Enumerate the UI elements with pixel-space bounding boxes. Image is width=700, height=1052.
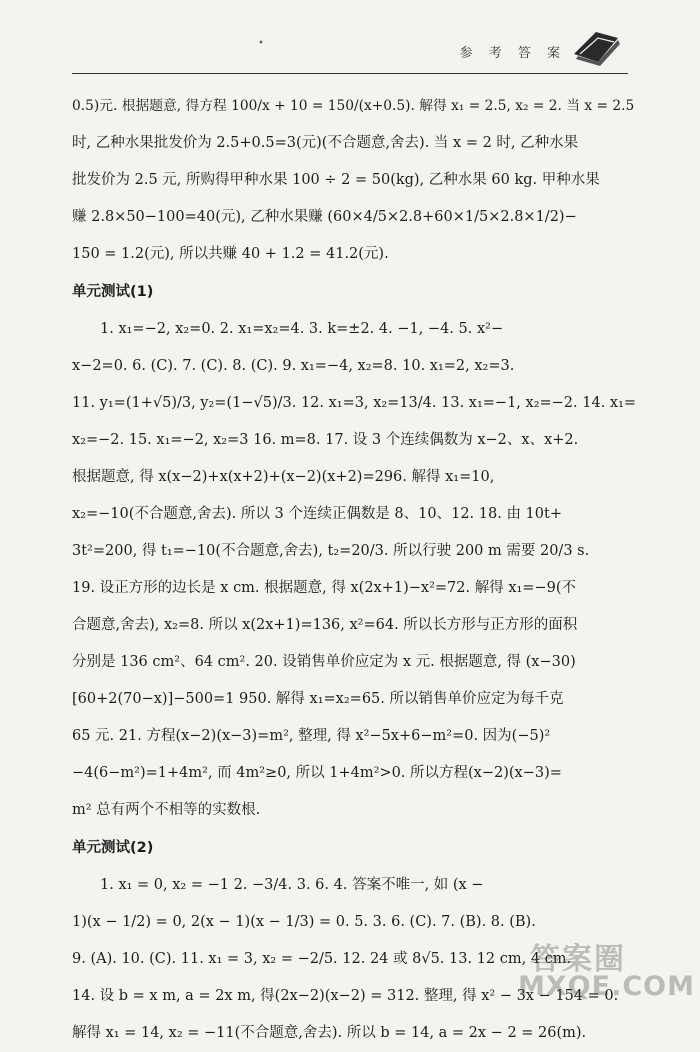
text-line: 65 元. 21. 方程(x−2)(x−3)=m², 整理, 得 x²−5x+6−m²=0. 因为(−5)² — [72, 728, 551, 744]
book-icon — [568, 24, 624, 68]
watermark-cn: 答案圈 — [530, 942, 626, 977]
text-line: [60+2(70−x)]−500=1 950. 解得 x₁=x₂=65. 所以销售单价应定为每千克 — [72, 691, 564, 707]
intro-paragraph — [72, 88, 638, 273]
text-line: 19. 设正方形的边长是 x cm. 根据题意, 得 x(2x+1)−x²=72. 解得 x₁=−9(不 — [72, 580, 576, 596]
text-line: 1. x₁ = 0, x₂ = −1 2. −3/4. 3. 6. 4. 答案不唯一, 如 (x − — [100, 877, 484, 893]
text-line: 1)(x − 1/2) = 0, 2(x − 1)(x − 1/3) = 0. 5. 3. 6. (C). 7. (B). 8. (B). — [72, 914, 536, 930]
text-line: 合题意,舍去), x₂=8. 所以 x(2x+1)=136, x²=64. 所以长方形与正方形的面积 — [72, 617, 578, 633]
text-line: 解得 x₁ = 14, x₂ = −11(不合题意,舍去). 所以 b = 14, a = 2x − 2 = 26(m). — [72, 1025, 587, 1041]
header-rule — [72, 73, 628, 75]
text-line: 14. 设 b = x m, a = 2x m, 得(2x−2)(x−2) = 312. 整理, 得 x² − 3x − 154 = 0. — [72, 988, 619, 1004]
header-dot: • — [258, 38, 264, 49]
section-title-unit-test-1: 单元测试(1) — [72, 284, 154, 300]
text-line: 赚 2.8×50−100=40(元), 乙种水果赚 (60×4/5×2.8+60×1/5×2.8×1/2)− — [72, 209, 577, 225]
text-line: 3t²=200, 得 t₁=−10(不合题意,舍去), t₂=20/3. 所以行驶 200 m 需要 20/3 s. — [72, 543, 590, 559]
text-line: x₂=−2. 15. x₁=−2, x₂=3 16. m=8. 17. 设 3 个连续偶数为 x−2、x、x+2. — [72, 432, 579, 448]
text-line: 时, 乙种水果批发价为 2.5+0.5=3(元)(不合题意,舍去). 当 x = 2 时, 乙种水果 — [72, 135, 579, 151]
text-line: m² 总有两个不相等的实数根. — [72, 802, 261, 818]
text-line: 批发价为 2.5 元, 所购得甲种水果 100 ÷ 2 = 50(kg), 乙种水果 60 kg. 甲种水果 — [72, 172, 600, 188]
text-line: 1. x₁=−2, x₂=0. 2. x₁=x₂=4. 3. k=±2. 4. −1, −4. 5. x²− — [100, 321, 504, 337]
text-line: 150 = 1.2(元), 所以共赚 40 + 1.2 = 41.2(元). — [72, 246, 389, 262]
text-line: x₂=−10(不合题意,舍去). 所以 3 个连续正偶数是 8、10、12. 18. 由 10t+ — [72, 506, 562, 522]
section-title-unit-test-2: 单元测试(2) — [72, 840, 154, 856]
text-line: 分别是 136 cm²、64 cm². 20. 设销售单价应定为 x 元. 根据题意, 得 (x−30) — [72, 654, 576, 670]
text-line: x−2=0. 6. (C). 7. (C). 8. (C). 9. x₁=−4, x₂=8. 10. x₁=2, x₂=3. — [72, 358, 515, 374]
unit-test-1-answers — [72, 311, 638, 829]
text-line: −4(6−m²)=1+4m², 而 4m²≥0, 所以 1+4m²>0. 所以方程(x−2)(x−3)= — [72, 765, 562, 781]
text-line: 11. y₁=(1+√5)/3, y₂=(1−√5)/3. 12. x₁=3, x₂=13/4. 13. x₁=−1, x₂=−2. 14. x₁= — [72, 395, 637, 411]
text-line: 根据题意, 得 x(x−2)+x(x+2)+(x−2)(x+2)=296. 解得 x₁=10, — [72, 469, 495, 485]
site-watermark — [508, 932, 695, 1004]
answer-content — [72, 88, 638, 1052]
header-title: 参 考 答 案 — [459, 46, 566, 61]
text-line: 0.5)元. 根据题意, 得方程 100/x + 10 = 150/(x+0.5). 解得 x₁ = 2.5, x₂ = 2. 当 x = 2.5 — [72, 98, 635, 114]
page-header — [72, 30, 628, 74]
text-line: 9. (A). 10. (C). 11. x₁ = 3, x₂ = −2/5. 12. 24 或 8√5. 13. 12 cm, 4 cm. — [72, 951, 572, 967]
watermark-en: MXQE.COM — [518, 971, 695, 1002]
